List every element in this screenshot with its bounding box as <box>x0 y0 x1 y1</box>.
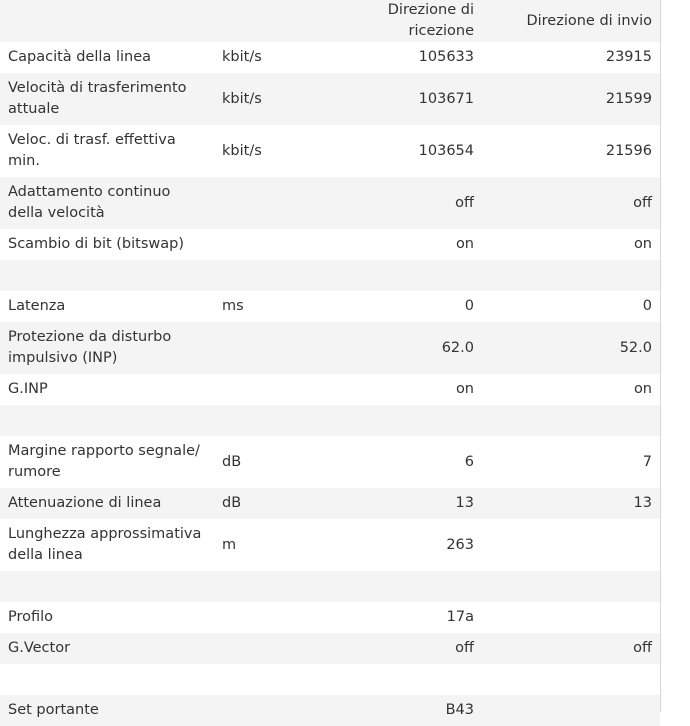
row-rx-value: 6 <box>314 436 482 488</box>
row-tx-value <box>482 664 660 695</box>
row-label: Attenuazione di linea <box>0 488 214 519</box>
table-row-carrier-set <box>0 695 660 726</box>
row-rx-value: on <box>314 229 482 260</box>
row-label: Veloc. di trasf. effettiva min. <box>0 125 214 177</box>
row-label: Scambio di bit (bitswap) <box>0 229 214 260</box>
row-label: Lunghezza approssimativa della linea <box>0 519 214 571</box>
table-row-bitswap <box>0 229 660 260</box>
table-row-seamless-rate-adaptation <box>0 177 660 229</box>
row-unit: ms <box>214 291 314 322</box>
row-unit: dB <box>214 488 314 519</box>
row-rx-value: 62.0 <box>314 322 482 374</box>
row-tx-value <box>482 602 660 633</box>
header-label-column <box>0 0 214 42</box>
row-label: Latenza <box>0 291 214 322</box>
table-row-snr-margin <box>0 436 660 488</box>
row-unit <box>214 322 314 374</box>
row-tx-value: on <box>482 374 660 405</box>
row-rx-value: 13 <box>314 488 482 519</box>
table-row-inp <box>0 322 660 374</box>
row-label <box>0 260 214 291</box>
row-tx-value: 23915 <box>482 42 660 73</box>
row-tx-value <box>482 405 660 436</box>
header-receive-direction: Direzione di ricezione <box>314 0 482 42</box>
row-rx-value: 0 <box>314 291 482 322</box>
row-unit <box>214 602 314 633</box>
row-tx-value: on <box>482 229 660 260</box>
row-label: G.INP <box>0 374 214 405</box>
row-rx-value: 105633 <box>314 42 482 73</box>
row-tx-value <box>482 571 660 602</box>
row-rx-value: 103654 <box>314 125 482 177</box>
row-label: Set portante <box>0 695 214 726</box>
row-tx-value: 13 <box>482 488 660 519</box>
table-row-line-attenuation <box>0 488 660 519</box>
row-label: Adattamento continuo della velocità <box>0 177 214 229</box>
row-tx-value: 21596 <box>482 125 660 177</box>
row-label <box>0 571 214 602</box>
table-row-latency <box>0 291 660 322</box>
table-row-spacer <box>0 664 660 695</box>
row-rx-value <box>314 664 482 695</box>
row-unit: kbit/s <box>214 42 314 73</box>
row-unit: dB <box>214 436 314 488</box>
table-row-current-rate <box>0 73 660 125</box>
table-header-row <box>0 0 660 42</box>
table-row-spacer <box>0 405 660 436</box>
row-unit <box>214 374 314 405</box>
row-unit <box>214 664 314 695</box>
table-row-ginp <box>0 374 660 405</box>
row-unit <box>214 405 314 436</box>
row-label <box>0 405 214 436</box>
row-tx-value <box>482 260 660 291</box>
row-rx-value <box>314 405 482 436</box>
row-unit <box>214 177 314 229</box>
row-unit <box>214 571 314 602</box>
row-rx-value <box>314 260 482 291</box>
row-tx-value: off <box>482 177 660 229</box>
table-row-min-effective-rate <box>0 125 660 177</box>
row-tx-value: 0 <box>482 291 660 322</box>
row-unit <box>214 229 314 260</box>
row-tx-value: 21599 <box>482 73 660 125</box>
row-unit <box>214 260 314 291</box>
row-unit <box>214 695 314 726</box>
row-tx-value <box>482 695 660 726</box>
table-row-spacer <box>0 571 660 602</box>
row-unit: kbit/s <box>214 73 314 125</box>
row-rx-value: off <box>314 633 482 664</box>
row-label: Capacità della linea <box>0 42 214 73</box>
row-label <box>0 664 214 695</box>
row-label: Protezione da disturbo impulsivo (INP) <box>0 322 214 374</box>
row-rx-value: 17a <box>314 602 482 633</box>
row-label: Velocità di trasferimento attuale <box>0 73 214 125</box>
row-unit <box>214 633 314 664</box>
header-unit-column <box>214 0 314 42</box>
row-tx-value <box>482 519 660 571</box>
table-row-spacer <box>0 260 660 291</box>
table-row-line-capacity <box>0 42 660 73</box>
table-row-line-length <box>0 519 660 571</box>
row-unit: kbit/s <box>214 125 314 177</box>
row-tx-value: 7 <box>482 436 660 488</box>
row-tx-value: off <box>482 633 660 664</box>
table-row-gvector <box>0 633 660 664</box>
row-rx-value: B43 <box>314 695 482 726</box>
row-tx-value: 52.0 <box>482 322 660 374</box>
row-rx-value: 103671 <box>314 73 482 125</box>
table-row-profile <box>0 602 660 633</box>
row-label: Margine rapporto segnale/ rumore <box>0 436 214 488</box>
row-label: G.Vector <box>0 633 214 664</box>
row-rx-value: 263 <box>314 519 482 571</box>
row-rx-value: on <box>314 374 482 405</box>
row-label: Profilo <box>0 602 214 633</box>
row-rx-value: off <box>314 177 482 229</box>
header-send-direction: Direzione di invio <box>482 0 660 42</box>
row-unit: m <box>214 519 314 571</box>
row-rx-value <box>314 571 482 602</box>
